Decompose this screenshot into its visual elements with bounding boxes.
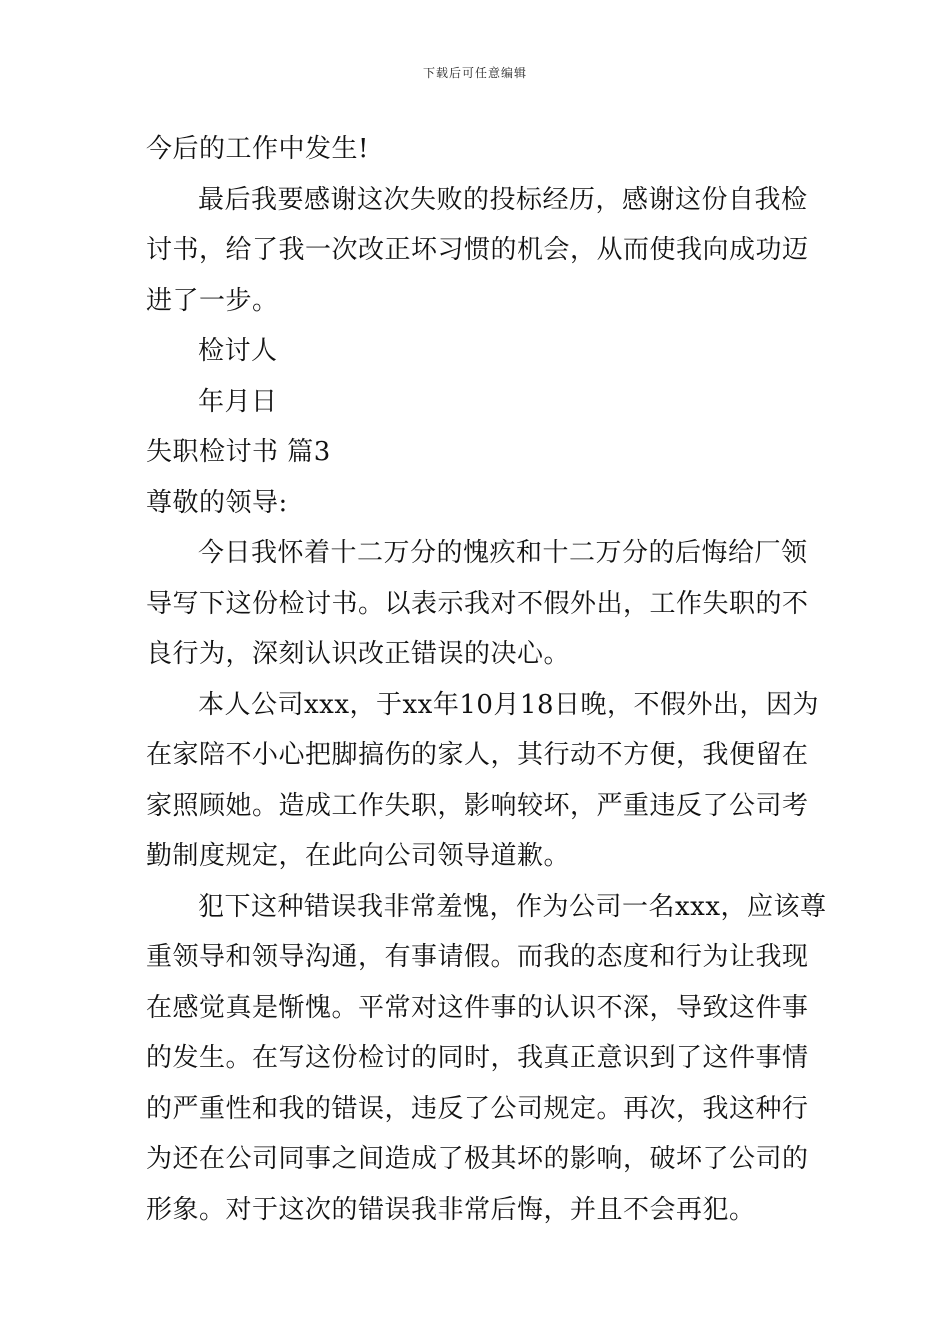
page-header: 下载后可任意编辑	[422, 66, 527, 80]
text-line: 形象。对于这次的错误我非常后悔，并且不会再犯。	[146, 1194, 756, 1225]
signature-label: 检讨人	[198, 336, 278, 366]
text-line: 家照顾她。造成工作失职，影响较坏，严重违反了公司考	[146, 790, 809, 821]
text-line: 良行为，深刻认识改正错误的决心。	[146, 639, 571, 669]
date-label: 年月日	[198, 386, 278, 417]
text-line: 导写下这份检讨书。以表示我对不假外出，工作失职的不	[146, 588, 809, 619]
paragraph-start-line: 今日我怀着十二万分的愧疚和十二万分的后悔给厂领	[198, 538, 808, 568]
document-body	[146, 124, 827, 1235]
text-line: 的严重性和我的错误，违反了公司规定。再次，我这种行	[146, 1093, 809, 1124]
text-line: 为还在公司同事之间造成了极其坏的影响，破坏了公司的	[146, 1144, 809, 1174]
paragraph-start-line: 犯下这种错误我非常羞愧，作为公司一名xxx，应该尊	[198, 891, 827, 922]
text-line: 今后的工作中发生!	[146, 134, 369, 164]
paragraph-start-line: 本人公司xxx，于xx年10月18日晚，不假外出，因为	[198, 689, 819, 720]
text-line: 在家陪不小心把脚搞伤的家人，其行动不方便，我便留在	[146, 740, 809, 770]
text-line: 勤制度规定，在此向公司领导道歉。	[146, 841, 571, 871]
text-line: 讨书，给了我一次改正坏习惯的机会，从而使我向成功迈	[146, 235, 809, 265]
text-line: 的发生。在写这份检讨的同时，我真正意识到了这件事情	[146, 1043, 809, 1073]
text-line: 进了一步。	[146, 285, 279, 316]
paragraph-start-line: 最后我要感谢这次失败的投标经历，感谢这份自我检	[198, 184, 808, 215]
salutation: 尊敬的领导:	[146, 487, 288, 518]
text-line: 重领导和领导沟通，有事请假。而我的态度和行为让我现	[146, 942, 809, 972]
section-title: 失职检讨书 篇3	[146, 437, 331, 467]
text-line: 在感觉真是惭愧。平常对这件事的认识不深，导致这件事	[146, 992, 809, 1023]
